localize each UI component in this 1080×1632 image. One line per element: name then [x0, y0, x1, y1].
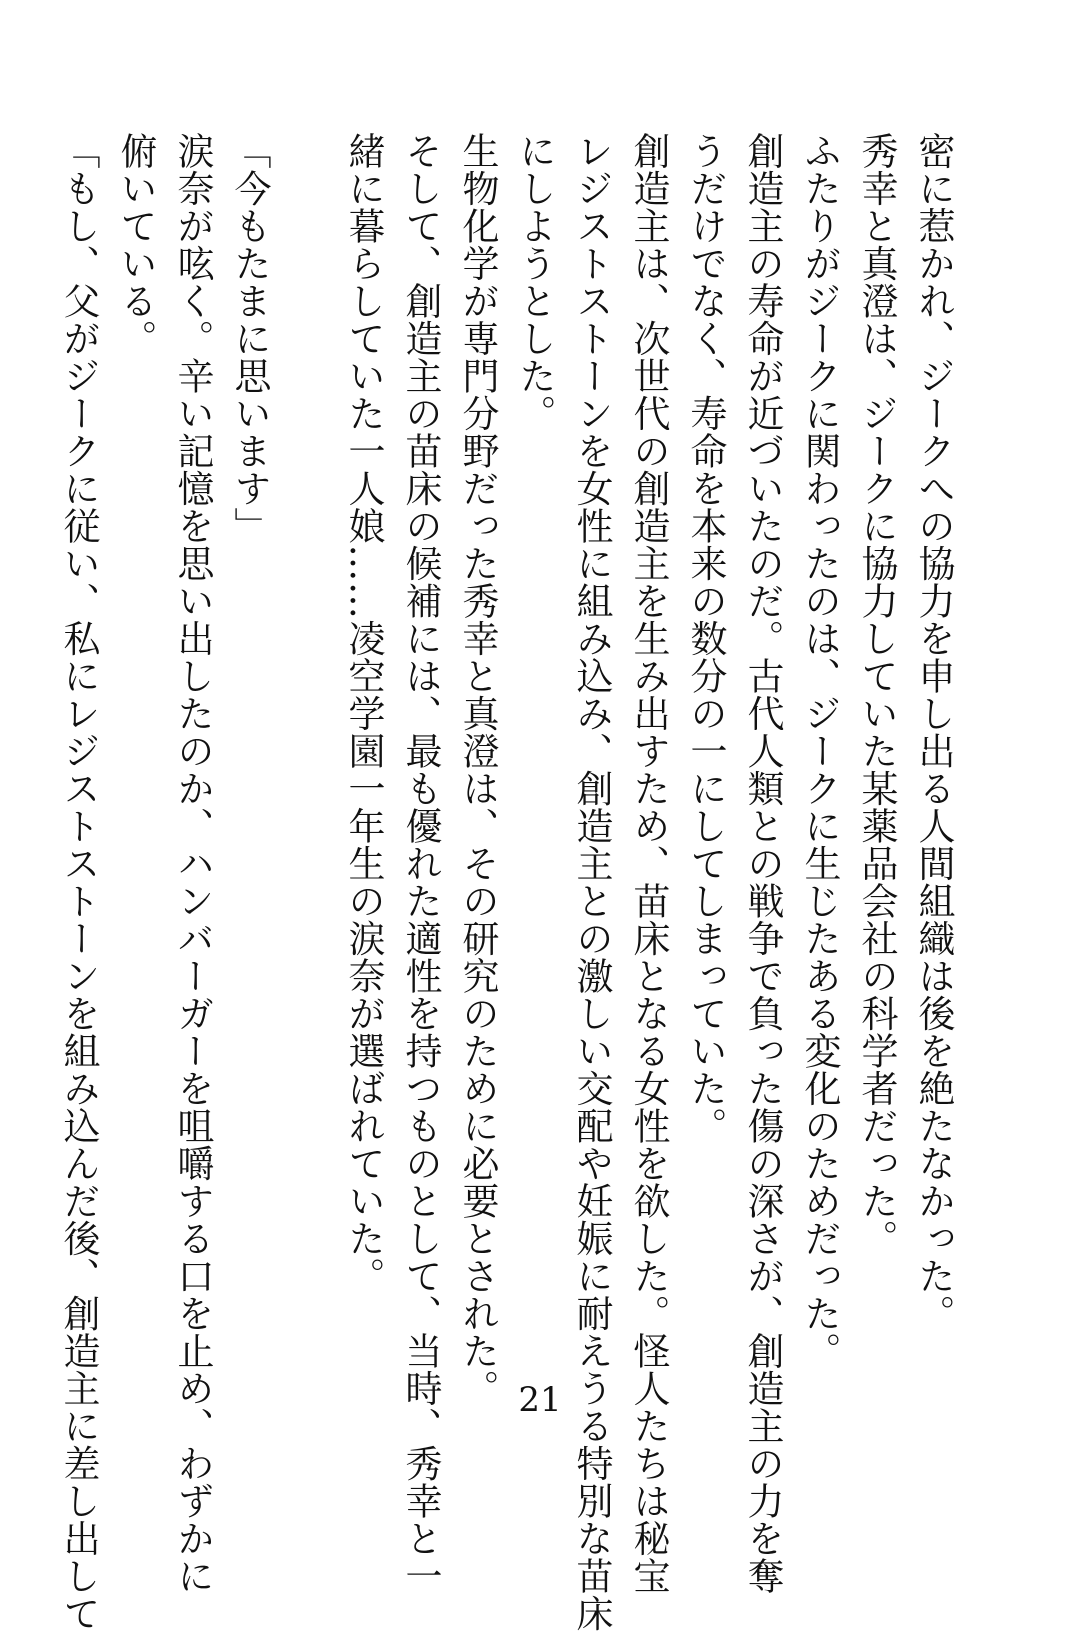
text-line-5: うだけでなく、寿命を本来の数分の一にしてしまっていた。: [684, 132, 727, 1145]
text-line-9: 生物化学が専門分野だった秀幸と真澄は、その研究のために必要とされた。: [456, 132, 499, 1407]
page-number: 21: [518, 1380, 562, 1420]
text-line-3: ふたりがジークに関わったのは、ジークに生じたある変化のためだった。: [798, 132, 841, 1370]
text-line-11: 緒に暮らしていた一人娘……凌空学園一年生の涙奈が選ばれていた。: [342, 132, 385, 1295]
text-line-7: レジストストーンを女性に組み込み、創造主との激しい交配や妊娠に耐えうる特別な苗床: [570, 132, 613, 1632]
text-line-2: 秀幸と真澄は、ジークに協力していた某薬品会社の科学者だった。: [855, 132, 898, 1257]
text-line-15: 「もし、父がジークに従い、私にレジストストーンを組み込んだ後、創造主に差し出して: [57, 132, 100, 1632]
text-line-4: 創造主の寿命が近づいたのだ。古代人類との戦争で負った傷の深さが、創造主の力を奪: [741, 132, 784, 1595]
blank-line: [278, 132, 335, 1370]
text-line-13: 涙奈が呟く。辛い記憶を思い出したのか、ハンバーガーを咀嚼する口を止め、わずかに: [171, 132, 214, 1595]
text-line-14: 俯いている。: [114, 132, 157, 357]
text-line-12: 「今もたまに思います」: [228, 132, 271, 545]
text-line-8: にしようとした。: [513, 132, 556, 432]
text-line-1: 密に惹かれ、ジークへの協力を申し出る人間組織は後を絶たなかった。: [912, 132, 955, 1332]
text-line-10: そして、創造主の苗床の候補には、最も優れた適性を持つものとして、当時、秀幸と一: [399, 132, 442, 1595]
text-line-6: 創造主は、次世代の創造主を生み出すため、苗床となる女性を欲した。怪人たちは秘宝: [627, 132, 670, 1595]
